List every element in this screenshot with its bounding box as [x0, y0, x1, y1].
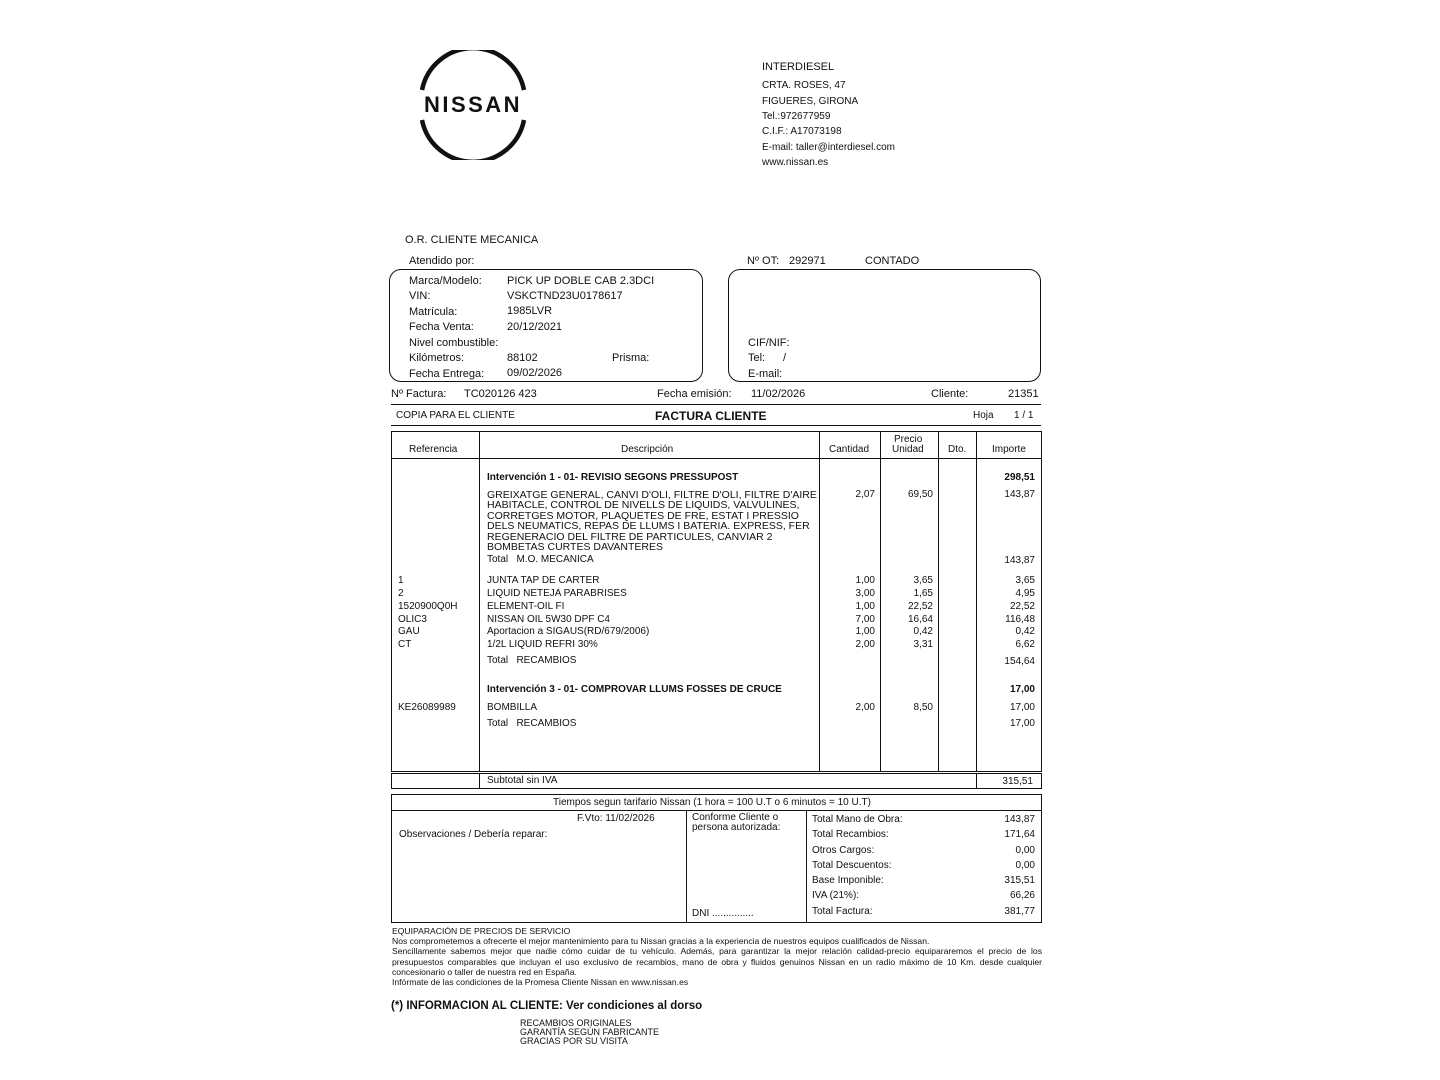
summary-value: 66,26 — [1009, 890, 1035, 902]
invoice-title: FACTURA CLIENTE — [655, 409, 767, 423]
divider — [391, 425, 1041, 426]
make-model-label: Marca/Modelo: — [409, 275, 482, 287]
labor-qty: 2,07 — [855, 489, 875, 500]
col-rule — [976, 773, 977, 789]
customer-box — [728, 269, 1041, 382]
summary-label: Total Factura: — [812, 905, 873, 917]
sale-date: 20/12/2021 — [507, 321, 563, 333]
part-price: 0,42 — [913, 626, 933, 637]
invoice-number-label: Nº Factura: — [391, 388, 447, 400]
observations-label: Observaciones / Debería reparar: — [399, 829, 548, 840]
table-header-rule — [391, 458, 1041, 459]
part-ref: OLIC3 — [398, 614, 427, 625]
col-rule — [938, 431, 939, 772]
dealer-city: FIGUERES, GIRONA — [762, 96, 859, 107]
intervention-3-title: Intervención 3 - 01- COMPROVAR LLUMS FOSSES DE CRUCE — [487, 684, 782, 695]
part-amount: 3,65 — [1015, 575, 1035, 586]
copy-label: COPIA PARA EL CLIENTE — [396, 410, 515, 421]
km: 88102 — [507, 352, 538, 364]
invoice-number: TC020126 423 — [464, 388, 537, 400]
part-qty: 1,00 — [855, 601, 875, 612]
part-amount: 4,95 — [1015, 588, 1035, 599]
part-amount: 116,48 — [1005, 614, 1035, 625]
delivery-label: Fecha Entrega: — [409, 368, 485, 380]
col-rule — [479, 431, 480, 772]
divider — [391, 404, 1041, 405]
summary-value: 381,77 — [1004, 905, 1035, 917]
fvto: F.Vto: 11/02/2026 — [577, 813, 655, 824]
header-disc: Dto. — [948, 444, 967, 455]
part-amount: 17,00 — [1009, 702, 1035, 713]
part-ref: 1 — [398, 575, 404, 586]
conforme-line-1: Conforme Cliente o — [692, 812, 779, 823]
tel-label: Tel: — [748, 352, 766, 364]
summary-value: 315,51 — [1004, 875, 1035, 887]
part-amount: 22,52 — [1009, 601, 1035, 612]
header-amount: Importe — [992, 444, 1026, 455]
stamp-line-2: GARANTÍA SEGÚN FABRICANTE — [520, 1027, 660, 1037]
part-price: 22,52 — [907, 601, 933, 612]
intervention-1-title: Intervención 1 - 01- REVISIO SEGONS PRESSUPOST — [487, 472, 739, 483]
part-ref: 1520900Q0H — [398, 601, 458, 612]
part-price: 1,65 — [913, 588, 933, 599]
make-model: PICK UP DOBLE CAB 2.3DCI — [507, 275, 655, 287]
part-amount: 0,42 — [1015, 626, 1035, 637]
order-type: O.R. CLIENTE MECANICA — [405, 234, 539, 246]
conforme-line-2: persona autorizada: — [692, 822, 781, 833]
part-desc: JUNTA TAP DE CARTER — [487, 575, 600, 586]
part-qty: 1,00 — [855, 626, 875, 637]
dealer-tel: Tel.:972677959 — [762, 111, 831, 122]
sale-date-label: Fecha Venta: — [409, 321, 474, 333]
part-ref: GAU — [398, 626, 420, 637]
summary-label: Otros Cargos: — [812, 844, 875, 856]
fuel-label: Nivel combustible: — [409, 337, 499, 349]
header-desc: Descripción — [621, 444, 674, 455]
equiparacion-title: EQUIPARACIÓN DE PRECIOS DE SERVICIO — [392, 926, 571, 936]
client-number: 21351 — [1008, 388, 1039, 400]
total-mo-label: Total M.O. MECANICA — [487, 554, 594, 565]
labor-description: GREIXATGE GENERAL, CANVI D'OLI, FILTRE D'OLI, FILTRE D'AIRE HABITACLE, CONTROL DE NIVELLS DE LIQUIDS, VALVULINES, CORRETGES MOTOR, PLAQUETES DE FRE, ESTAT I PRESSIO DELS NEUMATICS, REPAS DE LLUMS I BATERIA. EXPRESS, FER REGENERACIO DEL FILTRE DE PARTICULES, CANVIAR 2 BOMBETAS CURTES DAVANTERES — [487, 489, 817, 554]
dealer-address: CRTA. ROSES, 47 — [762, 80, 846, 91]
ot-value: 292971 — [789, 255, 826, 267]
header-ref: Referencia — [409, 444, 458, 455]
fine-print — [392, 926, 1042, 987]
summary-label: Total Recambios: — [812, 829, 889, 841]
summary-value: 0,00 — [1015, 859, 1035, 871]
vin: VSKCTND23U0178617 — [507, 290, 623, 302]
summary-label: Total Mano de Obra: — [812, 814, 903, 825]
vin-label: VIN: — [409, 290, 431, 302]
col-rule — [479, 773, 480, 789]
plate: 1985LVR — [507, 305, 553, 317]
col-rule — [976, 431, 977, 772]
delivery: 09/02/2026 — [507, 367, 563, 379]
attended-label: Atendido por: — [409, 255, 475, 267]
cif-label: CIF/NIF: — [748, 337, 790, 349]
intervention-1-total: 298,51 — [1004, 472, 1035, 483]
part-price: 3,65 — [913, 575, 933, 586]
prisma-label: Prisma: — [612, 352, 650, 364]
summary-label: IVA (21%): — [812, 890, 860, 902]
header-price-1: Precio — [894, 434, 923, 445]
summary-value: 171,64 — [1004, 829, 1035, 841]
part-desc: LIQUID NETEJA PARABRISES — [487, 588, 627, 599]
part-qty: 2,00 — [855, 702, 875, 713]
part-amount: 6,62 — [1015, 639, 1035, 650]
stamp-line-1: RECAMBIOS ORIGINALES — [520, 1018, 632, 1028]
subtotal-label: Subtotal sin IVA — [487, 775, 558, 786]
part-qty: 2,00 — [855, 639, 875, 650]
part-desc: NISSAN OIL 5W30 DPF C4 — [487, 614, 610, 625]
km-label: Kilómetros: — [409, 352, 465, 364]
part-desc: Aportacion a SIGAUS(RD/679/2006) — [487, 626, 650, 637]
labor-amount: 143,87 — [1004, 489, 1035, 500]
logo-text: NISSAN — [423, 92, 523, 117]
part-qty: 3,00 — [855, 588, 875, 599]
intervention-3-total: 17,00 — [1009, 684, 1035, 695]
summary-label: Base Imponible: — [812, 875, 884, 887]
payment-type: CONTADO — [865, 255, 920, 267]
dealer-web: www.nissan.es — [762, 157, 829, 168]
header-qty: Cantidad — [829, 444, 870, 455]
part-price: 8,50 — [913, 702, 933, 713]
dealer-name: INTERDIESEL — [762, 61, 835, 73]
labor-price: 69,50 — [907, 489, 933, 500]
part-ref: 2 — [398, 588, 404, 599]
total-parts-value: 17,00 — [1009, 718, 1035, 729]
equiparacion-p3: Infórmate de las condiciones de la Promesa Cliente Nissan en www.nissan.es — [392, 977, 689, 988]
total-parts-label: Total RECAMBIOS — [487, 718, 577, 729]
summary-header-rule — [391, 810, 1041, 811]
total-mo-value: 143,87 — [1004, 555, 1035, 566]
part-desc: 1/2L LIQUID REFRI 30% — [487, 639, 598, 650]
col-rule — [686, 810, 687, 923]
page-number: 1 / 1 — [1014, 410, 1034, 421]
part-ref: CT — [398, 639, 412, 650]
client-info-heading: (*) INFORMACION AL CLIENTE: Ver condiciones al dorso — [391, 1000, 703, 1012]
summary-labels — [812, 814, 903, 921]
dealer-cif: C.I.F.: A17073198 — [762, 126, 842, 137]
summary-value: 0,00 — [1015, 844, 1035, 856]
dealer-email: E-mail: taller@interdiesel.com — [762, 142, 895, 153]
part-ref: KE26089989 — [398, 702, 456, 713]
total-parts-label: Total RECAMBIOS — [487, 655, 577, 666]
times-note: Tiempos segun tarifario Nissan (1 hora = 100 U.T o 6 minutos = 10 U.T) — [553, 797, 871, 808]
total-parts-value: 154,64 — [1004, 656, 1035, 667]
part-price: 3,31 — [913, 639, 933, 650]
page-label: Hoja — [973, 410, 994, 421]
email-label: E-mail: — [748, 368, 783, 380]
part-price: 16,64 — [907, 614, 933, 625]
part-desc: BOMBILLA — [487, 702, 538, 713]
part-qty: 7,00 — [855, 614, 875, 625]
plate-label: Matrícula: — [409, 306, 458, 318]
tel-value: / — [783, 352, 787, 364]
ot-label: Nº OT: — [747, 255, 780, 267]
client-label: Cliente: — [931, 388, 969, 400]
summary-value: 143,87 — [1004, 814, 1035, 825]
stamp-line-3: GRACIAS POR SU VISITA — [520, 1036, 628, 1046]
subtotal-value: 315,51 — [1002, 776, 1033, 787]
nissan-logo — [412, 50, 534, 160]
summary-values — [975, 814, 1035, 921]
part-desc: ELEMENT-OIL FI — [487, 601, 565, 612]
dni-field: DNI ............... — [692, 908, 754, 919]
summary-label: Total Descuentos: — [812, 859, 892, 871]
invoice-date-label: Fecha emisión: — [657, 388, 732, 400]
header-price-2: Unidad — [892, 444, 924, 455]
invoice-date: 11/02/2026 — [751, 388, 806, 400]
part-qty: 1,00 — [855, 575, 875, 586]
col-rule — [806, 810, 807, 923]
equiparacion-p2: Sencillamente sabemos mejor que nadie cómo cuidar de tu vehículo. Además, para garantizar la mejor relación calidad-precio equipararemos el precio de los presupuestos comparables que incluyan el uso exclusivo de recambios, mano de obra y fluidos genuinos Nissan en un radio máximo de 10 Km. desde cualquier concesionario o taller de nuestra red en España. — [392, 946, 1042, 977]
equiparacion-p1: Nos comprometemos a ofrecerte el mejor mantenimiento para tu Nissan gracias a la experiencia de nuestros equipos cualificados de Nissan. — [392, 936, 930, 947]
